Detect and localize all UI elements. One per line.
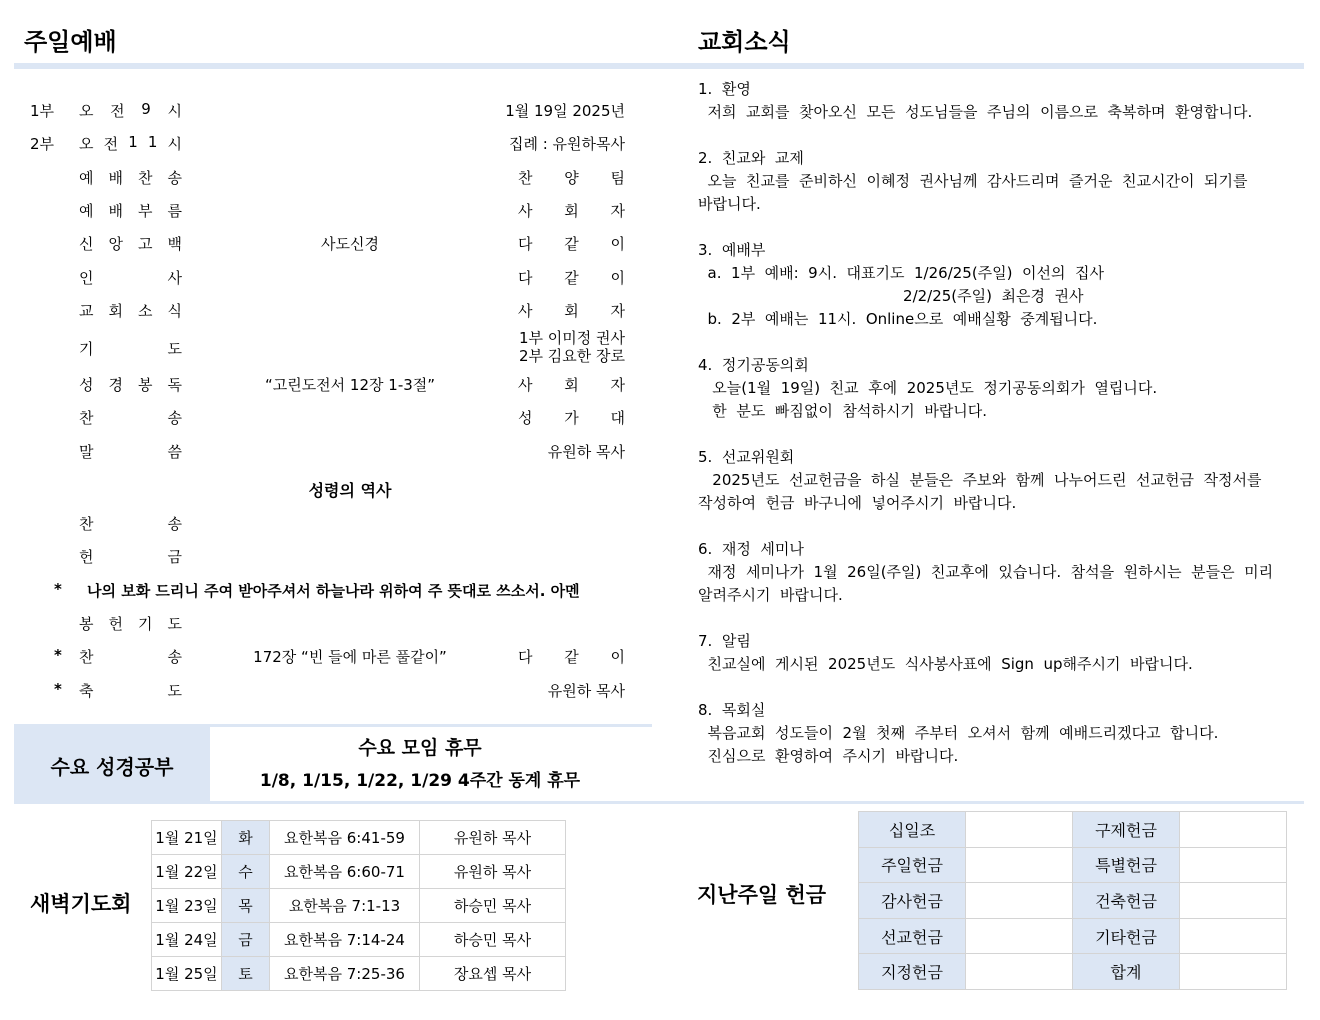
worship-leader-char: 가 — [564, 409, 579, 427]
worship-item-char: 금 — [167, 548, 182, 566]
news-title: 교회소식 — [698, 28, 791, 56]
worship-item-char: 송 — [167, 648, 182, 666]
worship-row — [30, 200, 625, 222]
dawn-date: 1월 23일 — [152, 889, 222, 923]
worship-leader-char: 사 — [518, 302, 533, 320]
news-text: 친교실에 게시된 2025년도 식사봉사표에 Sign up해주시기 바랍니다. — [698, 655, 1193, 673]
prayer-leader-2: 2부 김요한 장로 — [518, 347, 625, 365]
offering-category: 십일조 — [859, 812, 966, 848]
dawn-leader: 유원하 목사 — [420, 821, 566, 855]
worship-item — [79, 233, 182, 254]
worship-leader-char: 자 — [610, 376, 625, 394]
star-mark: * — [54, 580, 62, 598]
worship-row — [30, 513, 625, 535]
worship-item-char: 시 — [167, 135, 182, 153]
news-item — [698, 630, 1280, 676]
dawn-prayer-label: 새벽기도회 — [30, 892, 132, 916]
worship-item-char: 부 — [138, 202, 153, 220]
offering-category: 구제헌금 — [1073, 812, 1180, 848]
worship-row — [30, 407, 625, 429]
worship-row — [30, 300, 625, 322]
offering-amount — [966, 847, 1073, 883]
wednesday-notice: 수요 모임 휴무 — [358, 737, 482, 759]
offering-category: 지정헌금 — [859, 954, 966, 990]
worship-item-char: 신 — [79, 235, 94, 253]
worship-item-char: 예 — [79, 169, 94, 187]
worship-item-char: 전 — [110, 102, 125, 120]
offering-prayer: 나의 보화 드리니 주여 받아주셔서 하늘나라 위하여 주 뜻대로 쓰소서. 아멘 — [87, 582, 580, 600]
worship-row — [30, 441, 625, 463]
worship-item — [79, 613, 182, 634]
worship-leader-char: 회 — [564, 376, 579, 394]
worship-item-char: 말 — [79, 443, 94, 461]
worship-item-char: 헌 — [79, 548, 94, 566]
worship-row — [30, 680, 625, 702]
worship-item-char: 오 — [79, 135, 94, 153]
news-item — [698, 78, 1280, 124]
dawn-passage: 요한복음 6:60-71 — [270, 855, 420, 889]
worship-item-char: 찬 — [79, 515, 94, 533]
worship-item-char: 성 — [79, 376, 94, 394]
worship-leader — [518, 407, 625, 428]
news-text: 한 분도 빠짐없이 참석하시기 바랍니다. — [698, 402, 988, 420]
worship-item-char: 독 — [167, 376, 182, 394]
offering-amount — [966, 918, 1073, 954]
offering-category: 건축헌금 — [1073, 883, 1180, 919]
worship-leader-char: 같 — [564, 235, 579, 253]
table-row — [152, 889, 566, 923]
news-text: 오늘(1월 19일) 친교 후에 2025년도 정기공동의회가 열립니다. — [698, 379, 1158, 397]
dawn-date: 1월 22일 — [152, 855, 222, 889]
offering-amount — [1180, 918, 1287, 954]
worship-row — [30, 546, 625, 568]
worship-item-char: 회 — [108, 302, 123, 320]
news-text: 재정 세미나가 1월 26일(주일) 친교후에 있습니다. 참석을 원하시는 분들은 미리 — [698, 563, 1274, 581]
worship-part: 2부 — [30, 135, 55, 153]
worship-item — [79, 167, 182, 188]
news-item — [698, 538, 1280, 607]
worship-item-char: 씀 — [167, 443, 182, 461]
worship-item-char: 인 — [79, 269, 94, 287]
worship-item-char: 1 — [147, 133, 158, 151]
worship-item-char: 경 — [108, 376, 123, 394]
dawn-passage: 요한복음 7:1-13 — [270, 889, 420, 923]
worship-leader-char: 회 — [564, 202, 579, 220]
worship-leader-char: 대 — [610, 409, 625, 427]
news-text: b. 2부 예배는 11시. Online으로 예배실황 중계됩니다. — [698, 310, 1098, 328]
worship-leader-char: 같 — [564, 269, 579, 287]
worship-item-char: 앙 — [108, 235, 123, 253]
offering-amount — [966, 812, 1073, 848]
prayer-leaders — [475, 329, 625, 365]
dawn-leader: 유원하 목사 — [420, 855, 566, 889]
bottom-divider — [14, 801, 1304, 804]
worship-detail: 172장 “빈 들에 마른 풀같이” — [253, 648, 447, 666]
news-item — [698, 239, 1280, 331]
news-item — [698, 354, 1280, 423]
worship-item-char: 소 — [138, 302, 153, 320]
worship-item-char: 오 — [79, 102, 94, 120]
offering-category: 합계 — [1073, 954, 1180, 990]
dawn-date: 1월 25일 — [152, 957, 222, 991]
worship-item-char: 찬 — [138, 169, 153, 187]
table-row — [152, 855, 566, 889]
worship-item — [79, 441, 182, 462]
worship-item-char: 찬 — [79, 409, 94, 427]
offering-amount — [966, 954, 1073, 990]
news-heading: 1. 환영 — [698, 80, 751, 98]
worship-item-char: 봉 — [138, 376, 153, 394]
worship-leader — [518, 267, 625, 288]
news-text: 복음교회 성도들이 2월 첫째 주부터 오셔서 함께 예배드리겠다고 합니다. — [698, 724, 1219, 742]
worship-leader-char: 양 — [564, 169, 579, 187]
worship-leader-char: 팀 — [610, 169, 625, 187]
dawn-leader: 하승민 목사 — [420, 923, 566, 957]
worship-leader-char: 이 — [610, 648, 625, 666]
offering-category: 주일헌금 — [859, 847, 966, 883]
dawn-passage: 요한복음 6:41-59 — [270, 821, 420, 855]
news-heading: 8. 목회실 — [698, 701, 766, 719]
star-mark: * — [54, 646, 62, 664]
dawn-passage: 요한복음 7:25-36 — [270, 957, 420, 991]
worship-title: 주일예배 — [24, 28, 117, 56]
worship-part: 1부 — [30, 102, 55, 120]
sermon-title: 성령의 역사 — [308, 481, 392, 500]
worship-item — [79, 513, 182, 534]
table-row — [859, 954, 1287, 990]
worship-item — [79, 300, 182, 321]
worship-item-char: 기 — [79, 340, 94, 358]
worship-item — [79, 680, 182, 701]
worship-row — [30, 100, 625, 122]
worship-leader-char: 사 — [518, 202, 533, 220]
worship-leader: 유원하 목사 — [547, 682, 625, 700]
dawn-weekday: 화 — [222, 821, 270, 855]
prayer-leader-1: 1부 이미정 권사 — [518, 329, 625, 347]
table-row — [859, 847, 1287, 883]
news-text: 알려주시기 바랍니다. — [698, 586, 843, 604]
worship-row — [30, 580, 625, 602]
worship-item-char: 축 — [79, 682, 94, 700]
worship-leader: 집례 : 유원하목사 — [508, 135, 625, 153]
worship-item-char: 시 — [167, 102, 182, 120]
worship-item-char: 송 — [167, 169, 182, 187]
worship-leader-char: 사 — [518, 376, 533, 394]
worship-leader-char: 다 — [518, 235, 533, 253]
worship-item-char: 송 — [167, 515, 182, 533]
dawn-weekday: 토 — [222, 957, 270, 991]
table-row — [152, 923, 566, 957]
offering-category: 특별헌금 — [1073, 847, 1180, 883]
title-divider-left — [14, 63, 654, 69]
worship-item-char: 사 — [167, 269, 182, 287]
worship-item — [79, 374, 182, 395]
worship-leader-char: 이 — [610, 235, 625, 253]
worship-detail: “고린도전서 12장 1-3절” — [264, 376, 436, 394]
worship-item-char: 름 — [167, 202, 182, 220]
worship-item-char: 교 — [79, 302, 94, 320]
table-row — [152, 957, 566, 991]
news-item — [698, 699, 1280, 768]
news-heading: 4. 정기공동의회 — [698, 356, 809, 374]
worship-row — [30, 374, 625, 396]
worship-item-char: 고 — [138, 235, 153, 253]
worship-item — [79, 546, 182, 567]
news-text: 오늘 친교를 준비하신 이혜정 권사님께 감사드리며 즐거운 친교시간이 되기를 — [698, 172, 1248, 190]
news-heading: 2. 친교와 교제 — [698, 149, 804, 167]
table-row — [859, 883, 1287, 919]
worship-row — [30, 646, 625, 668]
news-heading: 5. 선교위원회 — [698, 448, 795, 466]
news-text: 저희 교회를 찾아오신 모든 성도님들을 주님의 이름으로 축복하며 환영합니다. — [698, 103, 1253, 121]
dawn-prayer-table — [151, 820, 566, 991]
worship-item — [79, 100, 182, 121]
worship-leader-char: 자 — [610, 202, 625, 220]
news-heading: 3. 예배부 — [698, 241, 766, 259]
dawn-weekday: 금 — [222, 923, 270, 957]
worship-row — [30, 167, 625, 189]
worship-row — [30, 233, 625, 255]
news-text: 바랍니다. — [698, 195, 761, 213]
news-text: 2/2/25(주일) 최은경 권사 — [698, 287, 1084, 305]
offering-label: 지난주일 헌금 — [697, 883, 827, 907]
worship-leader-char: 이 — [610, 269, 625, 287]
worship-item — [79, 267, 182, 288]
worship-item — [79, 407, 182, 428]
dawn-date: 1월 24일 — [152, 923, 222, 957]
worship-leader-char: 찬 — [518, 169, 533, 187]
news-list — [698, 78, 1280, 791]
worship-leader — [518, 646, 625, 667]
table-row — [859, 918, 1287, 954]
title-divider-right — [654, 63, 1304, 69]
star-mark: * — [54, 680, 62, 698]
worship-item-char: 예 — [79, 202, 94, 220]
worship-leader-char: 자 — [610, 302, 625, 320]
worship-row — [30, 613, 625, 635]
offering-amount — [1180, 954, 1287, 990]
worship-leader — [518, 167, 625, 188]
worship-leader: 1월 19일 2025년 — [505, 102, 625, 120]
worship-item-char: 찬 — [79, 648, 94, 666]
worship-row — [30, 133, 625, 155]
worship-leader-char: 다 — [518, 648, 533, 666]
worship-item-char: 송 — [167, 409, 182, 427]
dawn-passage: 요한복음 7:14-24 — [270, 923, 420, 957]
worship-item-char: 도 — [167, 682, 182, 700]
news-item — [698, 147, 1280, 216]
offering-table — [858, 811, 1287, 990]
worship-item — [79, 646, 182, 667]
worship-item-char: 식 — [167, 302, 182, 320]
news-heading: 7. 알림 — [698, 632, 751, 650]
worship-row — [30, 267, 625, 289]
worship-leader — [518, 300, 625, 321]
offering-amount — [1180, 847, 1287, 883]
offering-amount — [1180, 883, 1287, 919]
news-text: 2025년도 선교헌금을 하실 분들은 주보와 함께 나누어드린 선교헌금 작정서를 — [698, 471, 1262, 489]
news-text: 작성하여 헌금 바구니에 넣어주시기 바랍니다. — [698, 494, 1017, 512]
worship-leader-char: 다 — [518, 269, 533, 287]
worship-leader: 유원하 목사 — [547, 443, 625, 461]
dawn-weekday: 수 — [222, 855, 270, 889]
offering-category: 선교헌금 — [859, 918, 966, 954]
worship-item — [79, 338, 182, 359]
worship-leader — [518, 233, 625, 254]
worship-leader — [518, 200, 625, 221]
worship-item — [79, 200, 182, 221]
worship-item-char: 백 — [167, 235, 182, 253]
dawn-weekday: 목 — [222, 889, 270, 923]
news-text: a. 1부 예배: 9시. 대표기도 1/26/25(주일) 이선의 집사 — [698, 264, 1105, 282]
news-text: 진심으로 환영하여 주시기 바랍니다. — [698, 747, 959, 765]
worship-item — [79, 133, 182, 154]
wednesday-label: 수요 성경공부 — [14, 727, 210, 803]
worship-leader-char: 회 — [564, 302, 579, 320]
dawn-leader: 하승민 목사 — [420, 889, 566, 923]
wednesday-dates: 1/8, 1/15, 1/22, 1/29 4주간 동계 휴무 — [259, 771, 581, 791]
offering-category: 감사헌금 — [859, 883, 966, 919]
worship-item-char: 도 — [167, 340, 182, 358]
worship-detail: 사도신경 — [321, 235, 379, 253]
worship-leader-char: 같 — [564, 648, 579, 666]
news-heading: 6. 재정 세미나 — [698, 540, 804, 558]
offering-category: 기타헌금 — [1073, 918, 1180, 954]
table-row — [859, 812, 1287, 848]
offering-amount — [1180, 812, 1287, 848]
worship-item-char: 9 — [141, 100, 151, 118]
offering-amount — [966, 883, 1073, 919]
worship-item-char: 1 — [128, 133, 138, 151]
worship-item-char: 전 — [103, 135, 119, 153]
worship-item-char: 기 — [138, 615, 153, 633]
worship-leader — [518, 374, 625, 395]
news-item — [698, 446, 1280, 515]
worship-item-char: 헌 — [108, 615, 123, 633]
worship-item-char: 배 — [108, 202, 123, 220]
worship-item-char: 도 — [167, 615, 182, 633]
worship-item-char: 배 — [108, 169, 123, 187]
worship-item-char: 봉 — [79, 615, 94, 633]
table-row — [152, 821, 566, 855]
dawn-leader: 장요셉 목사 — [420, 957, 566, 991]
worship-leader-char: 성 — [518, 409, 533, 427]
dawn-date: 1월 21일 — [152, 821, 222, 855]
